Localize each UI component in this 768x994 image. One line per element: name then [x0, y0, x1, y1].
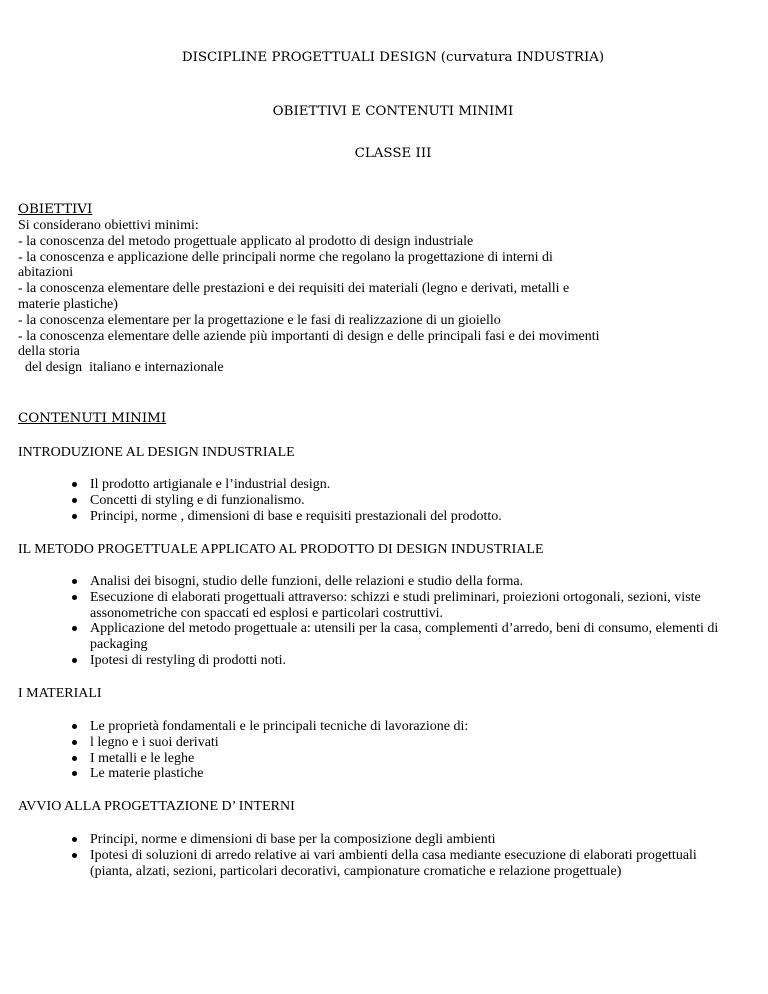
bullet-icon: [72, 482, 77, 487]
bullet-list: [18, 832, 730, 879]
obiettivi-line: - la conoscenza elementare delle aziende più importanti di design e delle principali fasi e dei movimenti: [18, 328, 600, 344]
list-item: Esecuzione di elaborati progettuali attraverso: schizzi e studi preliminari, proiezioni ortogonali, sezioni, viste assonometriche con spaccati ed esplosi e particolari costruttivi.: [18, 590, 730, 622]
list-item: Ipotesi di restyling di prodotti noti.: [18, 653, 730, 669]
list-item: Principi, norme , dimensioni di base e requisiti prestazionali del prodotto.: [18, 509, 730, 525]
document-title: DISCIPLINE PROGETTUALI DESIGN (curvatura INDUSTRIA): [181, 50, 605, 65]
bullet-icon: [72, 724, 77, 729]
document-subtitle: OBIETTIVI E CONTENUTI MINIMI: [272, 104, 514, 119]
obiettivi-line: del design italiano e internazionale: [18, 360, 224, 376]
bullet-list: [18, 719, 730, 782]
obiettivi-line: Si considerano obiettivi minimi:: [18, 218, 199, 233]
bullet-icon: [72, 514, 77, 519]
obiettivi-heading: OBIETTIVI: [18, 202, 93, 217]
obiettivi-line: materie plastiche): [18, 296, 118, 312]
bullet-icon: [72, 853, 77, 858]
obiettivi-text: [18, 218, 730, 376]
bullet-list: [18, 574, 730, 669]
class-label: CLASSE III: [354, 146, 432, 161]
bullet-icon: [72, 756, 77, 761]
list-item: Applicazione del metodo progettuale a: utensili per la casa, complementi d’arredo, beni di consumo, elementi di packaging: [18, 621, 730, 653]
bullet-icon: [72, 658, 77, 663]
section-heading: AVVIO ALLA PROGETTAZIONE D’ INTERNI: [18, 799, 295, 814]
list-item: Analisi dei bisogni, studio delle funzioni, delle relazioni e studio della forma.: [18, 574, 730, 590]
section-heading: I MATERIALI: [18, 686, 102, 701]
obiettivi-line: - la conoscenza elementare per la progettazione e le fasi di realizzazione di un gioiello: [18, 312, 501, 328]
list-item: I metalli e le leghe: [18, 751, 730, 767]
contenuti-heading: CONTENUTI MINIMI: [18, 411, 167, 426]
bullet-icon: [72, 595, 77, 600]
bullet-list: [18, 477, 730, 524]
obiettivi-line: - la conoscenza del metodo progettuale applicato al prodotto di design industriale: [18, 233, 474, 249]
obiettivi-line: abitazioni: [18, 265, 74, 281]
bullet-icon: [72, 498, 77, 503]
obiettivi-line: - la conoscenza elementare delle prestazioni e dei requisiti dei materiali (legno e derivati, metalli e: [18, 281, 570, 297]
list-item: Principi, norme e dimensioni di base per la composizione degli ambienti: [18, 832, 730, 848]
bullet-icon: [72, 740, 77, 745]
bullet-icon: [72, 771, 77, 776]
obiettivi-line: della storia: [18, 344, 80, 360]
list-item: Le materie plastiche: [18, 766, 730, 782]
list-item: Concetti di styling e di funzionalismo.: [18, 493, 730, 509]
obiettivi-line: - la conoscenza e applicazione delle principali norme che regolano la progettazione di interni di: [18, 249, 553, 265]
section-heading: INTRODUZIONE AL DESIGN INDUSTRIALE: [18, 445, 295, 460]
bullet-icon: [72, 837, 77, 842]
list-item: Il prodotto artigianale e l’industrial design.: [18, 477, 730, 493]
section-heading: IL METODO PROGETTUALE APPLICATO AL PRODOTTO DI DESIGN INDUSTRIALE: [18, 542, 544, 557]
list-item: l legno e i suoi derivati: [18, 735, 730, 751]
list-item: Le proprietà fondamentali e le principali tecniche di lavorazione di:: [18, 719, 730, 735]
list-item: Ipotesi di soluzioni di arredo relative ai vari ambienti della casa mediante esecuzione di elaborati progettuali (pianta, alzati, sezioni, particolari decorativi, campionature cromatiche e relazione progettuale): [18, 848, 730, 880]
bullet-icon: [72, 626, 77, 631]
bullet-icon: [72, 579, 77, 584]
